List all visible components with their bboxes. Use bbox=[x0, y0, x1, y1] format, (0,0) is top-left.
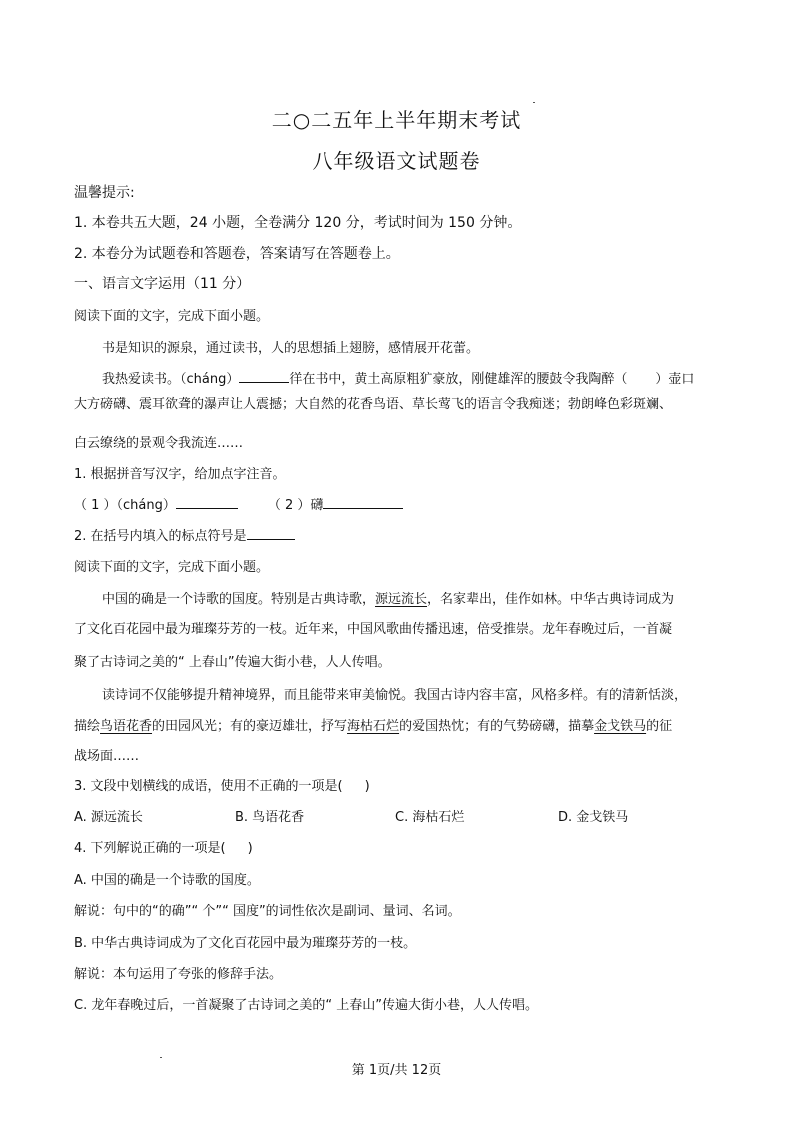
paragraph-text: ，名家辈出，佳作如林。中华古典诗词成为 bbox=[427, 592, 675, 607]
answer-blank[interactable] bbox=[323, 496, 403, 509]
question-1: 1. 根据拼音写汉字，给加点字注音。 bbox=[74, 467, 286, 482]
paragraph-2-line-2: 大方磅礴、震耳欲聋的瀑声让人震撼；大自然的花香鸟语、草长莺飞的语言令我痴迷；勃朗峰色彩斑斓、 bbox=[74, 397, 673, 412]
question-1-part-1: （ 1 ）（cháng） bbox=[74, 498, 176, 513]
question-4-option-b: B. 中华古典诗词成为了文化百花园中最为璀璨芬芳的一枝。 bbox=[74, 936, 417, 951]
paragraph-3-line-3: 聚了古诗词之美的“ 上春山”传遍大街小巷，人人传唱。 bbox=[74, 655, 391, 670]
paragraph-text: 的征 bbox=[646, 719, 673, 734]
question-3-option-c: C. 海枯石烂 bbox=[395, 810, 465, 825]
question-3 bbox=[74, 775, 370, 794]
underlined-idiom: 鸟语花香 bbox=[100, 719, 153, 734]
question-3-text: 3. 文段中划横线的成语，使用不正确的一项是( bbox=[74, 779, 343, 794]
paragraph-text: 徉在书中，黄土高原粗犷豪放，刚健雄浑的腰鼓令我陶醉（ bbox=[289, 372, 628, 387]
paragraph-4-line-1: 读诗词不仅能够提升精神境界，而且能带来审美愉悦。我国古诗内容丰富，风格多样。有的清新恬淡， bbox=[102, 688, 688, 703]
question-4-option-a-explanation: 解说：句中的“的确”“ 个”“ 国度”的词性依次是副词、量词、名词。 bbox=[74, 904, 461, 919]
underlined-idiom: 源远流长 bbox=[375, 592, 428, 607]
answer-blank[interactable] bbox=[247, 527, 295, 540]
answer-blank[interactable] bbox=[239, 370, 289, 383]
paragraph-text: 我热爱读书。（cháng） bbox=[102, 372, 240, 387]
question-1-part-2: （ 2 ）礴 bbox=[267, 498, 324, 513]
exam-title: 二○二五年上半年期末考试 bbox=[271, 108, 522, 132]
section-heading: 一、语言文字运用（11 分） bbox=[74, 276, 251, 292]
question-4-text: 4. 下列解说正确的一项是( bbox=[74, 841, 226, 856]
question-3-option-b: B. 鸟语花香 bbox=[235, 810, 305, 825]
paragraph-4-line-2 bbox=[74, 715, 672, 734]
paragraph-1: 书是知识的源泉，通过读书，人的思想插上翅膀，感情展开花蕾。 bbox=[102, 341, 480, 356]
paragraph-2-line-3: 白云缭绕的景观令我流连…… bbox=[74, 436, 244, 451]
read-instruction: 阅读下面的文字，完成下面小题。 bbox=[74, 560, 270, 575]
notice-label: 温馨提示: bbox=[74, 185, 135, 201]
question-4-option-c: C. 龙年春晚过后，一首凝聚了古诗词之美的“ 上春山”传遍大街小巷，人人传唱。 bbox=[74, 998, 538, 1013]
read-instruction: 阅读下面的文字，完成下面小题。 bbox=[74, 309, 270, 324]
paragraph-4-line-3: 战场面…… bbox=[74, 749, 140, 764]
question-3-option-a: A. 源远流长 bbox=[74, 810, 143, 825]
notice-item-1: 1. 本卷共五大题，24 小题，全卷满分 120 分，考试时间为 150 分钟。 bbox=[74, 215, 522, 231]
speck-dot bbox=[160, 1057, 162, 1058]
question-4-option-a: A. 中国的确是一个诗歌的国度。 bbox=[74, 873, 260, 888]
paragraph-2-line-1 bbox=[102, 368, 694, 387]
paragraph-3-line-1 bbox=[102, 588, 674, 607]
paragraph-text: 描绘 bbox=[74, 719, 101, 734]
page-number: 第 1页/共 12页 bbox=[351, 1063, 442, 1078]
question-4 bbox=[74, 837, 253, 856]
underlined-idiom: 海枯石烂 bbox=[347, 719, 400, 734]
paragraph-text: 的田园风光；有的豪迈雄壮，抒写 bbox=[152, 719, 348, 734]
paragraph-3-line-2: 了文化百花园中最为璀璨芬芳的一枝。近年来，中国风歌曲传播迅速，倍受推崇。龙年春晚过后，一首凝 bbox=[74, 622, 673, 637]
question-2 bbox=[74, 525, 295, 544]
paragraph-text: 的爱国热忱；有的气势磅礴，描摹 bbox=[399, 719, 595, 734]
answer-blank[interactable] bbox=[176, 496, 238, 509]
question-2-text: 2. 在括号内填入的标点符号是 bbox=[74, 529, 247, 544]
notice-item-2: 2. 本卷分为试题卷和答题卷，答案请写在答题卷上。 bbox=[74, 246, 400, 262]
speck-dot bbox=[533, 102, 535, 103]
paragraph-text: 中国的确是一个诗歌的国度。特别是古典诗歌， bbox=[102, 592, 376, 607]
question-1-parts bbox=[74, 494, 403, 513]
exam-subtitle: 八年级语文试题卷 bbox=[312, 149, 481, 173]
question-3-option-d: D. 金戈铁马 bbox=[558, 810, 629, 825]
question-4-option-b-explanation: 解说：本句运用了夸张的修辞手法。 bbox=[74, 967, 283, 982]
paragraph-text: ）壶口 bbox=[655, 372, 695, 387]
question-4-close: ) bbox=[247, 841, 253, 856]
underlined-idiom: 金戈铁马 bbox=[594, 719, 647, 734]
question-3-close: ) bbox=[364, 779, 370, 794]
